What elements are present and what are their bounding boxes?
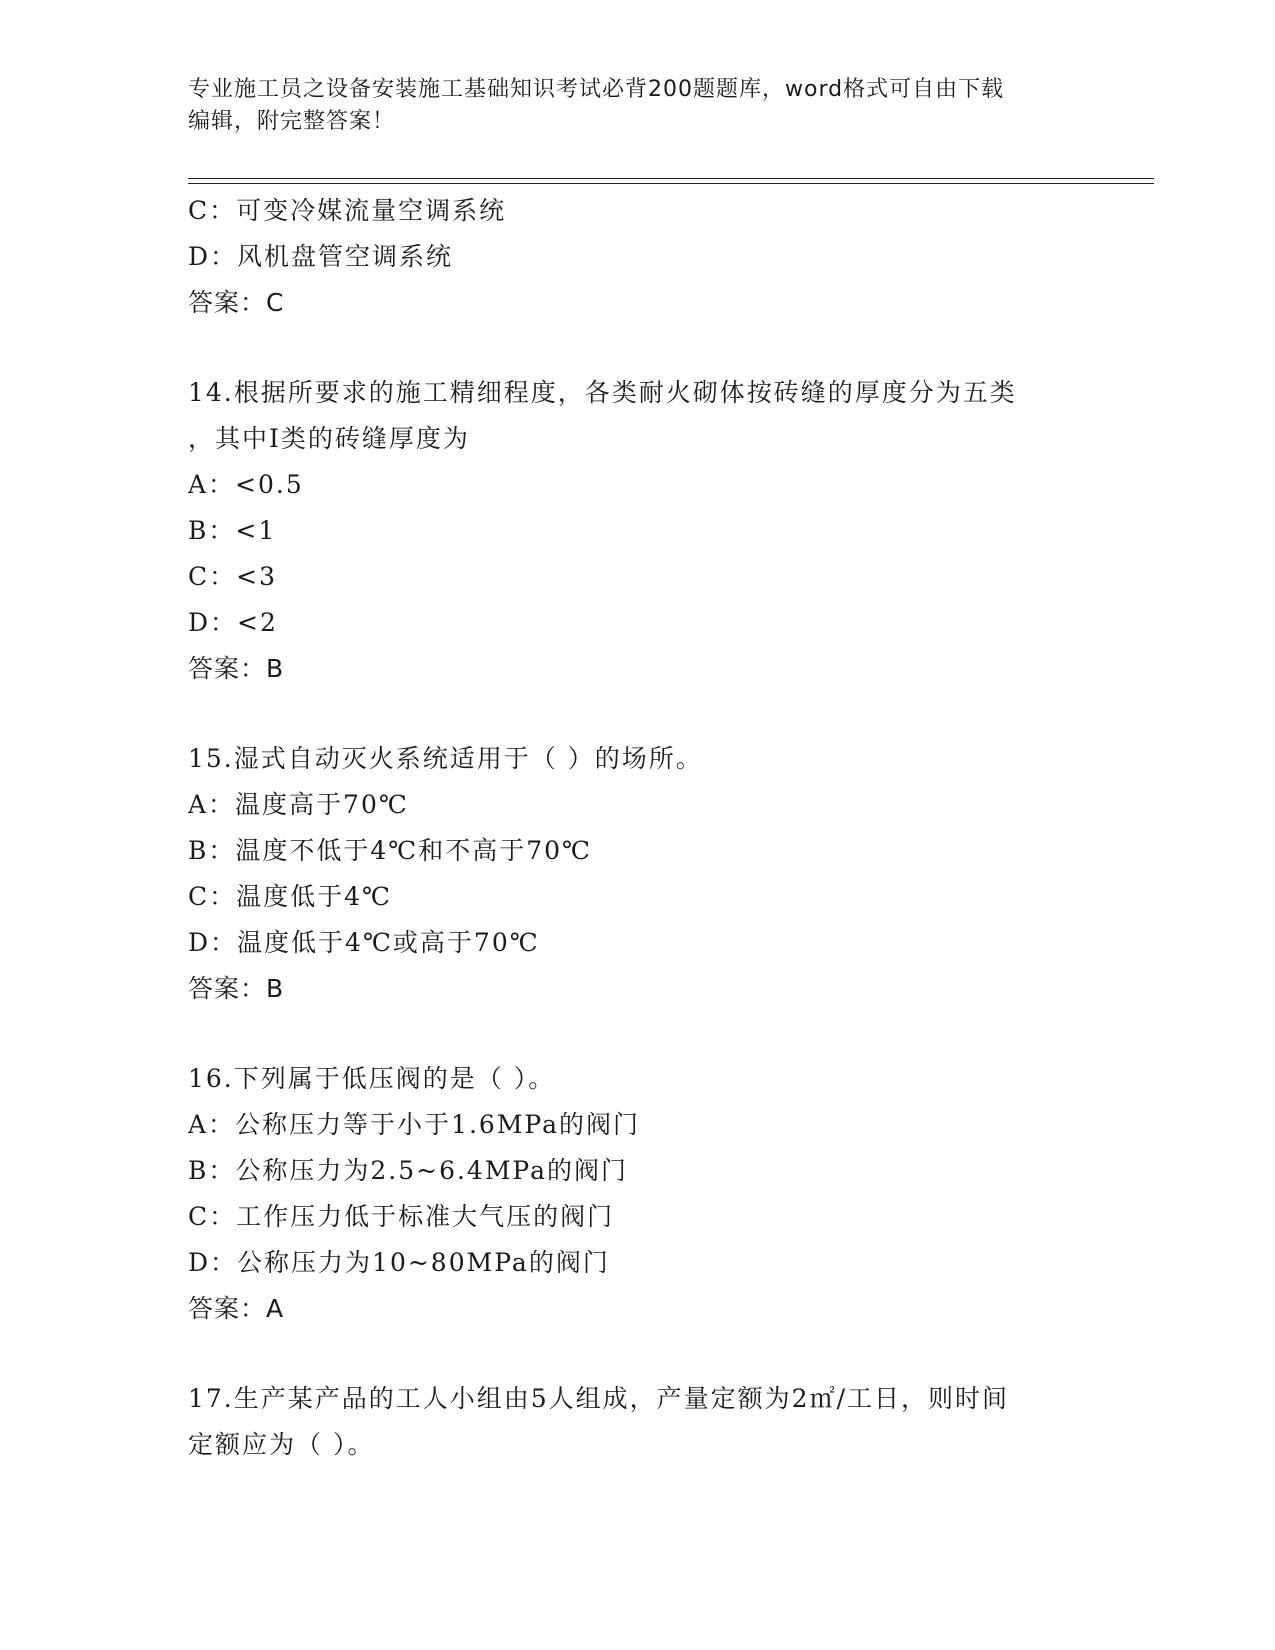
option-a: A：公称压力等于小于1.6MPa的阀门 xyxy=(188,1110,641,1139)
question-stem: 15.湿式自动灭火系统适用于（ ）的场所。 xyxy=(188,744,703,773)
option-d: D：风机盘管空调系统 xyxy=(188,242,454,271)
question-stem-continued: ，其中Ⅰ类的砖缝厚度为 xyxy=(188,424,470,453)
answer-label: 答案：B xyxy=(188,974,285,1003)
option-a: A：温度高于70℃ xyxy=(188,790,409,819)
question-15 xyxy=(188,736,1168,1012)
question-stem: 16.下列属于低压阀的是（ ）。 xyxy=(188,1064,556,1093)
question-stem: 14.根据所要求的施工精细程度，各类耐火砌体按砖缝的厚度分为五类 xyxy=(188,378,1017,407)
question-17 xyxy=(188,1376,1168,1468)
spacer xyxy=(188,692,1168,736)
header-divider-top xyxy=(188,178,1154,179)
question-14 xyxy=(188,370,1168,692)
header-title-line1: 专业施工员之设备安装施工基础知识考试必背200题题库，word格式可自由下载 xyxy=(188,77,1005,102)
option-d: D：温度低于4℃或高于70℃ xyxy=(188,928,540,957)
option-a: A：<0.5 xyxy=(188,470,304,499)
answer-label: 答案：B xyxy=(188,654,285,683)
question-13 xyxy=(188,188,1168,326)
option-c: C：<3 xyxy=(188,562,277,591)
spacer xyxy=(188,1012,1168,1056)
question-list xyxy=(188,188,1168,1468)
question-stem-continued: 定额应为（ ）。 xyxy=(188,1430,375,1459)
option-c: C：可变冷媒流量空调系统 xyxy=(188,196,507,225)
answer-label: 答案：A xyxy=(188,1294,285,1323)
option-b: B：公称压力为2.5~6.4MPa的阀门 xyxy=(188,1156,629,1185)
header-divider-bottom xyxy=(188,183,1154,184)
option-d: D：公称压力为10~80MPa的阀门 xyxy=(188,1248,610,1277)
option-d: D：<2 xyxy=(188,608,278,637)
header-title-line2: 编辑，附完整答案！ xyxy=(188,109,396,134)
question-16 xyxy=(188,1056,1168,1332)
option-b: B：<1 xyxy=(188,516,277,545)
spacer xyxy=(188,326,1168,370)
option-c: C：温度低于4℃ xyxy=(188,882,393,911)
spacer xyxy=(188,1332,1168,1376)
question-stem: 17.生产某产品的工人小组由5人组成，产量定额为2㎡/工日，则时间 xyxy=(188,1384,1009,1413)
document-header xyxy=(188,74,1088,138)
option-c: C：工作压力低于标准大气压的阀门 xyxy=(188,1202,615,1231)
option-b: B：温度不低于4℃和不高于70℃ xyxy=(188,836,593,865)
answer-label: 答案：C xyxy=(188,288,285,317)
